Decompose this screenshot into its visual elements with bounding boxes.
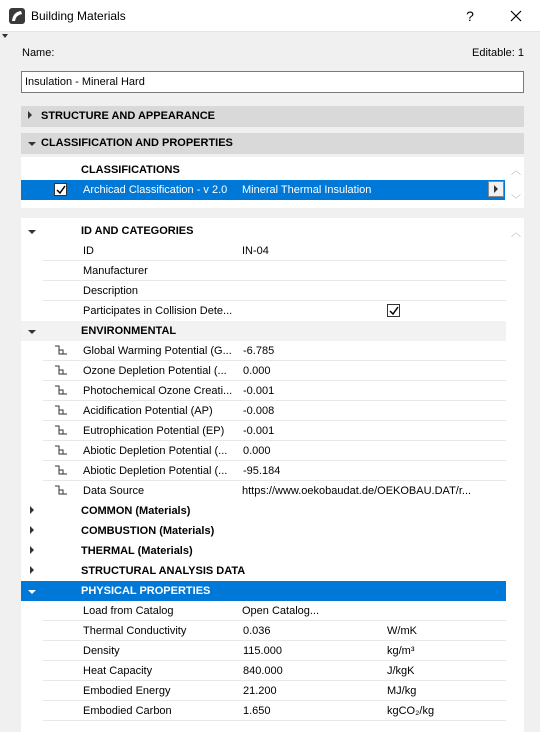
group-combustion-materials[interactable]: COMBUSTION (Materials) xyxy=(21,521,506,541)
scroll-down-icon[interactable]: ﹀ xyxy=(511,195,521,206)
linked-property-icon xyxy=(54,445,68,457)
scroll-up-icon[interactable]: ︿ xyxy=(511,166,521,177)
archicad-app-icon xyxy=(9,8,25,24)
collision-detection-checkbox[interactable] xyxy=(387,304,400,317)
checkmark-icon xyxy=(56,185,66,195)
classifications-panel xyxy=(21,157,524,208)
group-common-materials[interactable]: COMMON (Materials) xyxy=(21,501,506,521)
classification-browse-button[interactable] xyxy=(488,181,504,197)
properties-scroll-up-icon[interactable]: ︿ xyxy=(511,228,521,239)
collapse-arrow-icon xyxy=(28,581,36,601)
editable-count: Editable: 1 xyxy=(472,47,524,59)
collapse-arrow-icon xyxy=(28,133,36,154)
property-row[interactable]: Ozone Depletion Potential (... 0.000 xyxy=(21,361,506,381)
help-button[interactable]: ? xyxy=(466,8,474,24)
group-id-categories[interactable]: ID AND CATEGORIES xyxy=(21,221,506,241)
group-thermal-materials[interactable]: THERMAL (Materials) xyxy=(21,541,506,561)
group-structural-analysis[interactable]: STRUCTURAL ANALYSIS DATA xyxy=(21,561,506,581)
property-row[interactable]: Heat Capacity 840.000 J/kgK xyxy=(83,665,415,677)
close-icon xyxy=(510,10,522,22)
property-row[interactable]: Data Source https://www.oekobaudat.de/OEKOBAU.DAT/r... xyxy=(21,481,506,501)
property-row[interactable]: Embodied Carbon 1.650 kgCO₂/kg xyxy=(83,705,435,717)
expand-arrow-icon xyxy=(30,521,34,541)
expand-arrow-icon xyxy=(30,541,34,561)
classification-system: Archicad Classification - v 2.0 xyxy=(83,184,228,196)
group-environmental[interactable]: ENVIRONMENTAL xyxy=(21,321,506,341)
property-row[interactable]: Density 115.000 kg/m³ xyxy=(83,645,415,657)
panel-collapse-marker[interactable] xyxy=(2,34,8,38)
collapse-arrow-icon xyxy=(28,321,36,341)
linked-property-icon xyxy=(54,465,68,477)
expand-arrow-icon xyxy=(30,561,34,581)
open-catalog-link[interactable]: Open Catalog... xyxy=(242,605,320,617)
classification-row[interactable] xyxy=(21,180,505,200)
linked-property-icon xyxy=(54,345,68,357)
property-row[interactable]: Embodied Energy 21.200 MJ/kg xyxy=(83,685,417,697)
title-bar xyxy=(0,0,540,32)
property-row[interactable]: Abiotic Depletion Potential (... -95.184 xyxy=(21,461,506,481)
expand-arrow-icon xyxy=(30,501,34,521)
property-row[interactable]: Global Warming Potential (G... -6.785 xyxy=(21,341,506,361)
classifications-header: CLASSIFICATIONS xyxy=(81,164,180,176)
property-row[interactable]: Description xyxy=(83,285,139,297)
property-row[interactable]: Load from Catalog Open Catalog... xyxy=(21,601,506,621)
window-title: Building Materials xyxy=(31,9,126,23)
section-classification-properties[interactable]: CLASSIFICATION AND PROPERTIES xyxy=(21,133,524,154)
section-structure-appearance[interactable]: STRUCTURE AND APPEARANCE xyxy=(21,106,524,127)
linked-property-icon xyxy=(54,485,68,497)
expand-arrow-icon xyxy=(28,106,32,127)
linked-property-icon xyxy=(54,405,68,417)
property-row[interactable]: Thermal Conductivity 0.036 W/mK xyxy=(83,625,417,637)
linked-property-icon xyxy=(54,365,68,377)
close-button[interactable] xyxy=(504,0,528,32)
group-physical-properties[interactable]: PHYSICAL PROPERTIES xyxy=(21,581,506,601)
material-name-input[interactable]: Insulation - Mineral Hard xyxy=(21,71,524,93)
property-row[interactable]: Participates in Collision Dete... xyxy=(21,301,506,321)
classification-checkbox[interactable] xyxy=(54,183,67,196)
collapse-arrow-icon xyxy=(28,221,36,241)
linked-property-icon xyxy=(54,385,68,397)
property-row[interactable]: Abiotic Depletion Potential (... 0.000 xyxy=(21,441,506,461)
property-row[interactable]: Eutrophication Potential (EP) -0.001 xyxy=(21,421,506,441)
property-row[interactable]: Acidification Potential (AP) -0.008 xyxy=(21,401,506,421)
checkmark-icon xyxy=(389,306,399,316)
property-row[interactable]: Manufacturer xyxy=(83,265,148,277)
properties-panel xyxy=(21,218,524,732)
property-row[interactable]: ID IN-04 xyxy=(83,245,269,257)
property-row[interactable]: Photochemical Ozone Creati... -0.001 xyxy=(21,381,506,401)
classification-value: Mineral Thermal Insulation xyxy=(242,184,372,196)
linked-property-icon xyxy=(54,425,68,437)
name-label: Name: xyxy=(22,47,55,59)
arrow-right-icon xyxy=(494,185,498,193)
